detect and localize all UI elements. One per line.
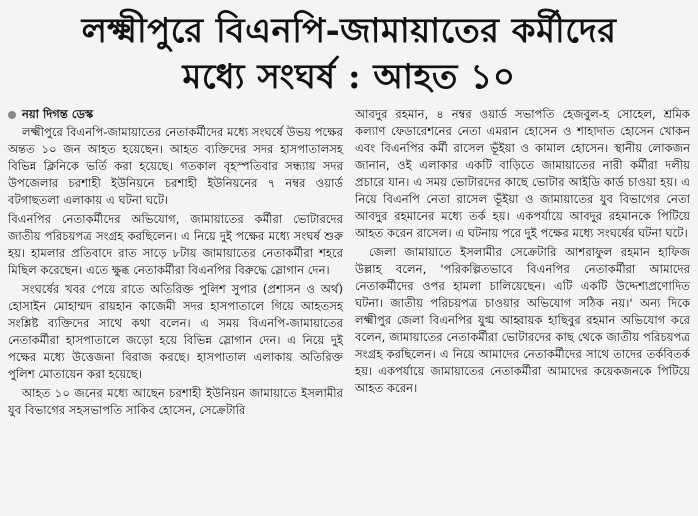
byline-text: নয়া দিগন্ত ডেস্ক: [22, 107, 94, 121]
byline: [8, 106, 343, 123]
bullet-icon: [8, 111, 16, 119]
headline-line-2: মধ্যে সংঘর্ষ : আহত ১০: [182, 57, 516, 97]
article-body: [8, 106, 690, 421]
paragraph: বিএনপির নেতাকর্মীদের অভিযোগ, জামায়াতের কর্মীরা ভোটারদের জাতীয় পরিচয়পত্র সংগ্রহ করছিলেন। এ নিয়ে দুই পক্ষের মধ্যে সংঘর্ষ শুরু হয়। হামলার প্রতিবাদে রাত সাড়ে ৮টায় জামায়াতের নেতাকর্মীরা শহরে মিছিল করেছেন। এতে ক্ষুব্ধ নেতাকর্মীরা বিএনপির বিরুদ্ধে স্লোগান দেন।: [8, 212, 343, 277]
left-column: [8, 106, 343, 421]
paragraph: সংঘর্ষের খবর পেয়ে রাতে অতিরিক্ত পুলিশ সুপার (প্রশাসন ও অর্থ) হোসাইন মোহাম্মদ রায়হান কাজেমী সদর হাসপাতালে গিয়ে আহতসহ সংশ্লিষ্ট ব্যক্তিদের সাথে কথা বলেন। এ সময় বিএনপি-জামায়াতের নেতাকর্মীরা হাসপাতালে জড়ো হয়ে বিভিন্ন স্লোগান দেন। এ নিয়ে দুই পক্ষের মধ্যে উত্তেজনা বিরাজ করছে। হাসপাতাল এলাকায় অতিরিক্ত পুলিশ মোতায়েন করা হয়েছে।: [8, 282, 343, 381]
paragraph: জেলা জামায়াতে ইসলামীর সেক্রেটারি আশরাফুল রহমান হাফিজ উল্লাহ বলেন, 'পরিকল্পিতভাবে বিএনপির নেতাকর্মীরা আমাদের নেতাকর্মীদের ওপর হামলা চালিয়েছেন। এটি একটি উদ্দেশ্যপ্রণোদিত ঘটনা। জাতীয় পরিচয়পত্র চাওয়ার অভিযোগ সঠিক নয়।' অন্য দিকে লক্ষ্মীপুর জেলা বিএনপির যুগ্ম আহ্বায়ক হাছিবুর রহমান অভিযোগ করে বলেন, জামায়াতের নেতাকর্মীরা ভোটারদের কাছ থেকে জাতীয় পরিচয়পত্র সংগ্রহ করছিলেন। এ নিয়ে আমাদের নেতাকর্মীদের সাথে তাদের তর্কবিতর্ক হয়। একপর্যায়ে জামায়াতের নেতাকর্মীরা আমাদের কয়েকজনকে পিটিয়ে আহত করেন।: [355, 245, 690, 395]
paragraph: লক্ষ্মীপুরে বিএনপি-জামায়াতের নেতাকর্মীদের মধ্যে সংঘর্ষে উভয় পক্ষের অন্তত ১০ জন আহত হয়েছেন। আহত ব্যক্তিদের সদর হাসপাতালসহ বিভিন্ন ক্লিনিকে ভর্তি করা হয়েছে। গতকাল বৃহস্পতিবার সন্ধ্যায় সদর উপজেলার চরশাহী ইউনিয়নে চরশাহী ইউনিয়নের ৭ নম্বর ওয়ার্ড বটগাছতলা এলাকায় এ ঘটনা ঘটে।: [8, 125, 343, 207]
headline-line-1: লক্ষ্মীপুরে বিএনপি-জামায়াতের কর্মীদের: [81, 11, 617, 51]
right-column: [355, 106, 690, 421]
headline: [8, 8, 690, 100]
paragraph: আবদুর রহমান, ৪ নম্বর ওয়ার্ড সভাপতি হেজবুল-হ সোহেল, শ্রমিক কল্যাণ ফেডারেশনের নেতা এমরান হোসেন ও শাহাদাত হোসেন খোকন এবং বিএনপির কর্মী রাসেল ভূঁইয়া ও কামাল হোসেন। স্থানীয় লোকজন জানান, ওই এলাকার একটি বাড়িতে জামায়াতের নারী কর্মীরা দলীয় প্রচারে যান। এ সময় ভোটারদের কাছে ভোটার আইডি কার্ড চাওয়া হয়। এ নিয়ে বিএনপি নেতা রাসেল ভূঁইয়া ও জামায়াতের যুব বিভাগের নেতা আবদুর রহমানের মধ্যে তর্ক হয়। একপর্যায়ে আবদুর রহমানকে পিটিয়ে আহত করেন রাসেল। এ ঘটনায় পরে দুই পক্ষের মধ্যে সংঘর্ষের ঘটনা ঘটে।: [355, 107, 690, 240]
paragraph: আহত ১০ জনের মধ্যে আছেন চরশাহী ইউনিয়ন জামায়াতে ইসলামীর যুব বিভাগের সহসভাপতি সাকিব হোসেন, সেক্রেটারি: [8, 386, 343, 417]
